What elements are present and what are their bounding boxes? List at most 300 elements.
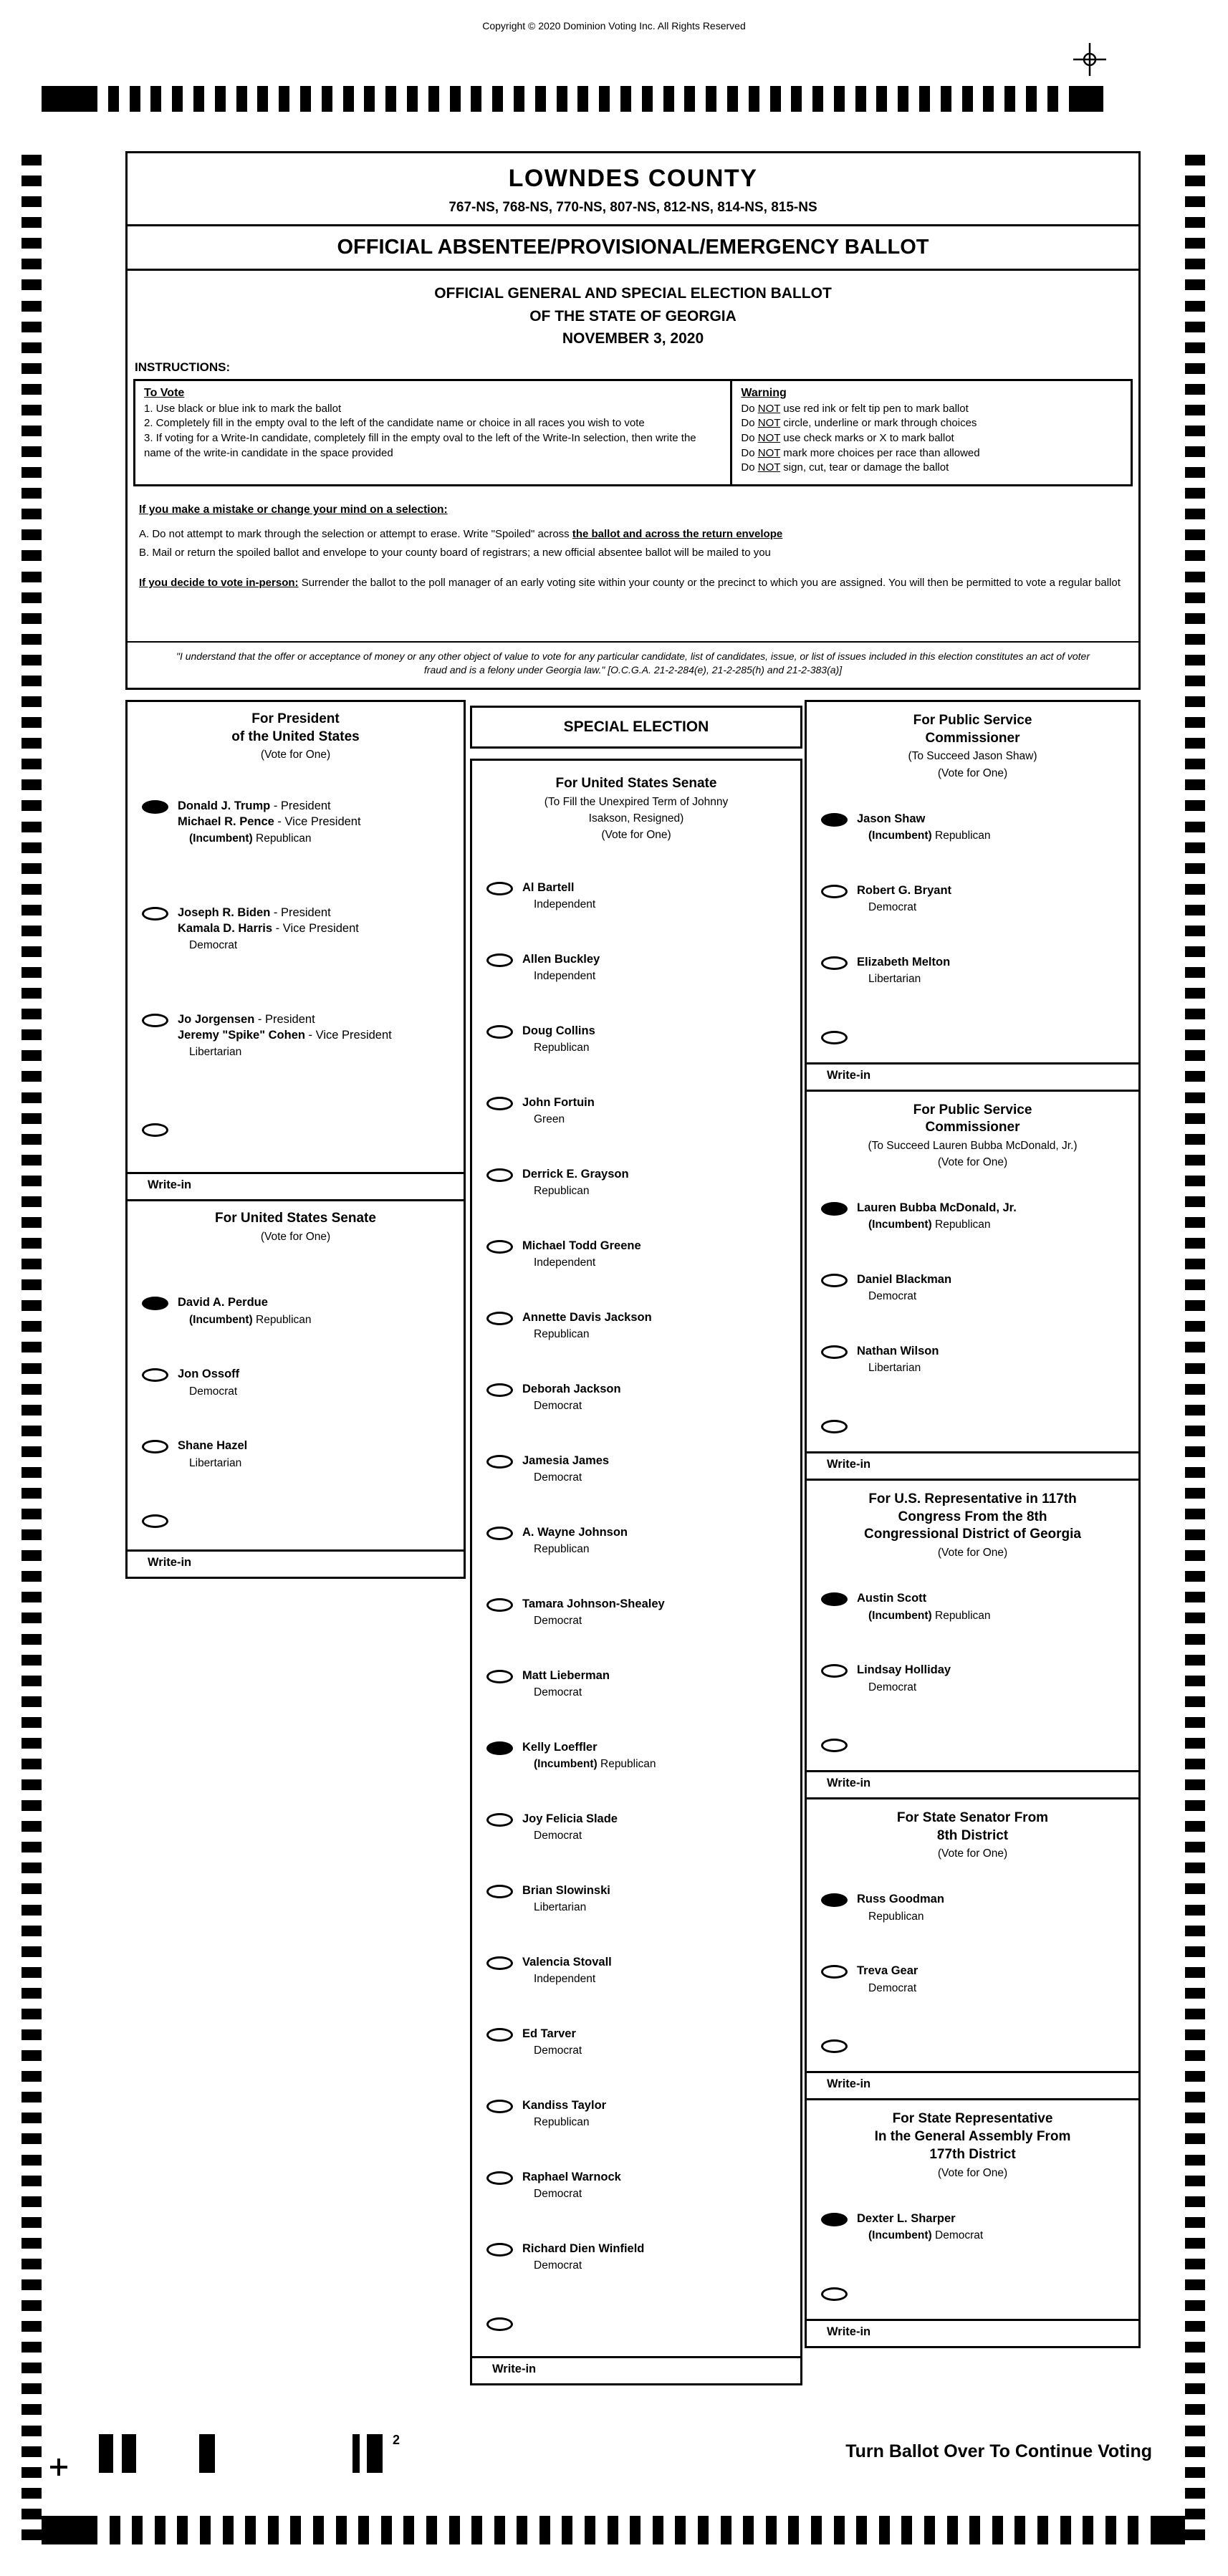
- candidate-name: [522, 1525, 628, 1540]
- timing-mark: [21, 779, 42, 790]
- contest-header: [472, 761, 800, 842]
- contest-title: of the United States: [231, 729, 360, 744]
- timing-mark: [642, 86, 653, 112]
- timing-mark: [1185, 1196, 1205, 1207]
- write-in-label: Write-in: [148, 1556, 192, 1570]
- candidate-name: [857, 883, 951, 898]
- candidate-party: [857, 1982, 918, 1995]
- contest-state-senator-8: [805, 1797, 1141, 2100]
- empty-oval[interactable]: [486, 1455, 513, 1469]
- timing-mark: [21, 2071, 42, 2082]
- timing-mark: [969, 2516, 980, 2544]
- timing-mark: [21, 572, 42, 582]
- election-title-line2: OF THE STATE OF GEORGIA: [529, 307, 737, 325]
- contest-us-senate-special: [470, 759, 802, 2385]
- candidate-text: [522, 1453, 609, 1484]
- empty-oval[interactable]: [486, 1025, 513, 1039]
- candidate-party: [522, 1328, 652, 1341]
- timing-mark: [21, 1029, 42, 1040]
- write-in-oval-row: [128, 1119, 464, 1172]
- empty-oval[interactable]: [486, 2317, 513, 2331]
- timing-mark: [1185, 488, 1205, 499]
- empty-oval[interactable]: [821, 2287, 848, 2301]
- filled-oval[interactable]: [142, 1297, 168, 1310]
- timing-marks-right: [1185, 155, 1205, 2540]
- candidate-party: [522, 1901, 610, 1914]
- timing-mark: [788, 2516, 799, 2544]
- timing-mark: [535, 86, 546, 112]
- timing-mark: [1185, 2196, 1205, 2207]
- timing-mark: [21, 1800, 42, 1811]
- empty-oval[interactable]: [142, 1123, 168, 1137]
- timing-mark: [21, 1134, 42, 1145]
- incumbent-label: (Incumbent): [189, 1313, 256, 1326]
- timing-mark: [1185, 800, 1205, 811]
- timing-mark: [1037, 2516, 1048, 2544]
- text-segment: B. Mail or return the spoiled ballot and envelope to your county board of registrars; a new official absentee ballot will be mailed to you: [139, 546, 771, 559]
- text-segment: NOT: [757, 402, 781, 415]
- empty-oval[interactable]: [142, 1514, 168, 1528]
- candidate-party: [178, 1314, 312, 1327]
- text-segment: use red ink or felt tip pen to mark ballot: [780, 402, 969, 415]
- contest-title: For State Representative: [892, 2111, 1053, 2127]
- candidate-text: [522, 2241, 644, 2272]
- candidate-text: [522, 1310, 652, 1341]
- candidate-party: [522, 2188, 621, 2201]
- timing-mark: [1185, 1467, 1205, 1478]
- party-name: Democrat: [935, 2229, 984, 2241]
- empty-oval[interactable]: [486, 1168, 513, 1182]
- party-name: Democrat: [868, 1981, 917, 1994]
- filled-oval[interactable]: [821, 813, 848, 827]
- incumbent-label: (Incumbent): [868, 829, 935, 842]
- timing-mark: [1185, 1050, 1205, 1061]
- empty-oval[interactable]: [486, 1240, 513, 1254]
- timing-mark: [1185, 2300, 1205, 2311]
- timing-mark: [21, 2404, 42, 2415]
- timing-mark: [992, 2516, 1003, 2544]
- timing-mark: [791, 86, 802, 112]
- timing-mark: [449, 2516, 460, 2544]
- candidate-party: [522, 1042, 595, 1054]
- timing-mark: [1185, 2176, 1205, 2186]
- candidate-text: [522, 2027, 582, 2057]
- empty-oval[interactable]: [821, 1739, 848, 1752]
- candidate-party: [522, 1185, 629, 1198]
- candidate-row: [128, 1295, 464, 1367]
- empty-oval[interactable]: [142, 1440, 168, 1453]
- timing-mark: [983, 86, 994, 112]
- timing-mark: [290, 2516, 301, 2544]
- text-segment: If you decide to vote in-person:: [139, 576, 299, 589]
- empty-oval[interactable]: [486, 1312, 513, 1325]
- timing-mark: [1185, 1384, 1205, 1395]
- candidate-name-text: Raphael Warnock: [522, 2170, 621, 2183]
- timing-mark: [21, 696, 42, 707]
- candidate-name-text: Kandiss Taylor: [522, 2098, 607, 2112]
- candidate-row: [807, 1344, 1138, 1416]
- empty-oval[interactable]: [486, 882, 513, 895]
- party-name: Democrat: [868, 1290, 917, 1303]
- candidate-text: [857, 2211, 983, 2242]
- candidate-name: [178, 1295, 312, 1310]
- candidate-name-text: Joy Felicia Slade: [522, 1812, 618, 1825]
- candidate-party: [857, 901, 951, 914]
- timing-mark: [876, 86, 887, 112]
- timing-mark: [21, 259, 42, 269]
- timing-mark: [1185, 1426, 1205, 1436]
- candidate-name: [522, 2170, 621, 2185]
- candidate-party: [857, 1362, 939, 1375]
- timing-mark: [1185, 1717, 1205, 1728]
- filled-oval[interactable]: [821, 1202, 848, 1216]
- timing-mark: [42, 86, 97, 112]
- empty-oval[interactable]: [486, 2171, 513, 2185]
- timing-mark: [21, 1842, 42, 1852]
- empty-oval[interactable]: [821, 1664, 848, 1678]
- timing-mark: [21, 800, 42, 811]
- timing-mark: [879, 2516, 890, 2544]
- candidate-name-text: Richard Dien Winfield: [522, 2241, 645, 2255]
- candidate-row: [472, 2098, 800, 2170]
- empty-oval[interactable]: [486, 2028, 513, 2042]
- empty-oval[interactable]: [486, 1956, 513, 1970]
- timing-mark: [21, 2238, 42, 2249]
- candidate-text: [178, 1438, 247, 1469]
- candidate-text: [522, 1239, 641, 1269]
- footer-barcode-mark: [367, 2434, 383, 2473]
- contest-us-senate: [125, 1199, 466, 1579]
- timing-mark: [21, 1446, 42, 1457]
- candidate-name-text: Austin Scott: [857, 1592, 927, 1605]
- candidate-name: [522, 1382, 621, 1397]
- timing-mark: [21, 384, 42, 395]
- footer-barcode-mark: [99, 2434, 113, 2473]
- timing-mark: [21, 2488, 42, 2499]
- timing-mark: [21, 822, 42, 832]
- incumbent-label: (Incumbent): [868, 1219, 935, 1231]
- timing-mark: [1185, 529, 1205, 540]
- party-name: Republican: [534, 1185, 590, 1198]
- empty-oval[interactable]: [142, 907, 168, 921]
- timing-mark: [1185, 1926, 1205, 1936]
- timing-mark: [1185, 1863, 1205, 1873]
- special-election-header: SPECIAL ELECTION: [470, 706, 802, 749]
- county-title: LOWNDES COUNTY: [508, 165, 758, 192]
- incumbent-label: (Incumbent): [868, 2229, 935, 2241]
- filled-oval[interactable]: [142, 800, 168, 814]
- candidate-party: [857, 973, 950, 986]
- timing-mark: [1014, 2516, 1025, 2544]
- timing-mark: [21, 1509, 42, 1519]
- timing-mark: [21, 322, 42, 332]
- filled-oval[interactable]: [486, 1741, 513, 1755]
- candidate-role: - Vice President: [274, 814, 361, 828]
- text-segment: Do: [741, 461, 758, 474]
- candidate-row: [472, 1883, 800, 1955]
- party-name: Democrat: [534, 1686, 582, 1699]
- empty-oval[interactable]: [821, 1345, 848, 1359]
- contest-state-rep-177: [805, 2098, 1141, 2347]
- candidate-row: [807, 1201, 1138, 1272]
- timing-mark: [21, 1988, 42, 1999]
- candidate-role: - President: [270, 799, 331, 813]
- candidate-name-text: Allen Buckley: [522, 952, 600, 966]
- candidate-row: [807, 1892, 1138, 1964]
- timing-mark: [21, 2259, 42, 2269]
- turn-over-instruction: Turn Ballot Over To Continue Voting: [845, 2441, 1152, 2461]
- timing-mark: [1069, 86, 1103, 112]
- candidate-row: [128, 1367, 464, 1438]
- candidate-name-text: Matt Lieberman: [522, 1668, 610, 1682]
- timing-mark: [1185, 2342, 1205, 2352]
- timing-mark: [1185, 988, 1205, 999]
- empty-oval[interactable]: [142, 1014, 168, 1027]
- empty-oval[interactable]: [821, 1420, 848, 1433]
- candidate-row: [472, 1382, 800, 1453]
- timing-mark: [698, 2516, 709, 2544]
- candidate-text: [522, 880, 595, 911]
- contest-title: For United States Senate: [215, 1211, 376, 1226]
- party-name: Libertarian: [534, 1901, 587, 1914]
- candidate-name-text: Daniel Blackman: [857, 1273, 952, 1287]
- empty-oval[interactable]: [486, 953, 513, 967]
- contest-title: In the General Assembly From: [874, 2129, 1071, 2145]
- timing-mark: [1185, 2009, 1205, 2019]
- party-name: Democrat: [534, 1471, 582, 1484]
- contest-title: Congress From the 8th: [898, 1509, 1047, 1524]
- empty-oval[interactable]: [821, 1274, 848, 1287]
- empty-oval[interactable]: [486, 1383, 513, 1397]
- timing-mark: [514, 86, 524, 112]
- timing-mark: [1185, 1550, 1205, 1561]
- candidate-party: [522, 1113, 595, 1126]
- contest-title: For U.S. Representative in 117th: [868, 1491, 1077, 1507]
- party-name: Democrat: [534, 2259, 582, 2272]
- timing-mark: [743, 2516, 754, 2544]
- timing-mark: [21, 2133, 42, 2144]
- ballot-column-1: [125, 700, 466, 1577]
- timing-mark: [21, 1592, 42, 1602]
- warning-instruction: [741, 416, 1122, 431]
- timing-mark: [901, 2516, 912, 2544]
- timing-mark: [1185, 279, 1205, 290]
- candidate-name-text: Al Bartell: [522, 880, 575, 894]
- timing-mark: [1185, 2155, 1205, 2166]
- timing-mark: [924, 2516, 935, 2544]
- candidate-party: [522, 1973, 612, 1986]
- candidate-name-text: Michael Todd Greene: [522, 1239, 641, 1252]
- empty-oval[interactable]: [486, 1670, 513, 1683]
- timing-mark: [1185, 2529, 1205, 2540]
- timing-mark: [21, 759, 42, 769]
- candidate-name-text: Joseph R. Biden: [178, 906, 271, 920]
- to-vote-cell: [135, 381, 732, 484]
- candidate-name-text: Deborah Jackson: [522, 1382, 621, 1395]
- candidate-text: [522, 1668, 610, 1699]
- filled-oval[interactable]: [821, 2213, 848, 2226]
- timing-mark: [1185, 2383, 1205, 2394]
- timing-mark: [21, 279, 42, 290]
- timing-mark: [1185, 1217, 1205, 1228]
- timing-mark: [1185, 2238, 1205, 2249]
- candidate-party: [522, 1615, 665, 1628]
- write-in-oval-row: [807, 1734, 1138, 1770]
- empty-oval[interactable]: [486, 1527, 513, 1540]
- timing-mark: [663, 86, 674, 112]
- timing-mark: [21, 613, 42, 624]
- party-name: Republican: [256, 832, 312, 845]
- timing-mark: [42, 2516, 97, 2544]
- party-name: Democrat: [534, 1400, 582, 1413]
- instructions-table: [133, 379, 1133, 486]
- write-in-oval-row: [807, 2035, 1138, 2071]
- timing-mark: [150, 86, 161, 112]
- timing-mark: [21, 946, 42, 957]
- empty-oval[interactable]: [821, 885, 848, 898]
- timing-mark: [21, 1426, 42, 1436]
- timing-mark: [1185, 1571, 1205, 1582]
- vote-for-instruction: (Vote for One): [260, 1231, 331, 1244]
- candidate-text: [857, 955, 950, 986]
- candidate-party: [522, 1830, 618, 1842]
- candidate-row: [472, 1740, 800, 1812]
- candidate-text: [522, 1955, 612, 1986]
- party-name: Democrat: [534, 2044, 582, 2057]
- empty-oval[interactable]: [486, 1885, 513, 1898]
- party-name: Libertarian: [189, 1046, 242, 1059]
- timing-mark: [1185, 676, 1205, 686]
- empty-oval[interactable]: [486, 1813, 513, 1827]
- candidate-name: [522, 880, 595, 895]
- timing-mark: [1185, 446, 1205, 457]
- timing-mark: [1185, 1946, 1205, 1957]
- timing-mark: [21, 717, 42, 728]
- contest-president: [125, 700, 466, 1201]
- empty-oval[interactable]: [821, 2039, 848, 2053]
- timing-mark: [21, 405, 42, 415]
- timing-mark: [21, 529, 42, 540]
- candidate-row: [807, 1272, 1138, 1344]
- in-person-instructions: [128, 567, 1138, 600]
- candidate-row: [807, 1964, 1138, 2035]
- timing-mark: [21, 863, 42, 874]
- candidate-party: [857, 1681, 951, 1694]
- vote-for-instruction: (Vote for One): [937, 1847, 1008, 1860]
- text-segment: sign, cut, tear or damage the ballot: [780, 461, 949, 474]
- timing-mark: [21, 1259, 42, 1269]
- empty-oval[interactable]: [821, 1965, 848, 1979]
- candidate-name-text: Tamara Johnson-Shealey: [522, 1597, 665, 1610]
- contest-title: 177th District: [929, 2146, 1016, 2162]
- contest-header: [807, 1799, 1138, 1860]
- mistake-heading: If you make a mistake or change your mind on a selection:: [139, 503, 448, 516]
- timing-mark: [21, 2383, 42, 2394]
- candidate-party: [522, 2116, 606, 2129]
- timing-mark: [21, 1405, 42, 1416]
- candidate-row: [472, 2241, 800, 2313]
- timing-mark: [770, 86, 781, 112]
- timing-mark: [1185, 822, 1205, 832]
- candidate-name-text: Kelly Loeffler: [522, 1740, 598, 1754]
- contest-subtitle: (To Succeed Lauren Bubba McDonald, Jr.): [868, 1139, 1078, 1152]
- timing-mark: [21, 2009, 42, 2019]
- contest-header: [128, 1201, 464, 1244]
- timing-mark: [21, 1384, 42, 1395]
- candidate-party: [522, 1400, 621, 1413]
- timing-mark: [223, 2516, 234, 2544]
- party-name: Republican: [256, 1313, 312, 1326]
- empty-oval[interactable]: [142, 1368, 168, 1382]
- timing-mark: [1185, 155, 1205, 165]
- timing-mark: [1185, 1655, 1205, 1666]
- timing-mark: [21, 1550, 42, 1561]
- timing-mark: [21, 1717, 42, 1728]
- party-name: Democrat: [534, 1830, 582, 1842]
- timing-mark: [21, 2279, 42, 2290]
- registration-crosshair-icon: [1072, 42, 1108, 77]
- timing-mark: [245, 2516, 256, 2544]
- candidate-name: [522, 1740, 656, 1755]
- timing-mark: [21, 1696, 42, 1707]
- empty-oval[interactable]: [486, 1598, 513, 1612]
- timing-mark: [1185, 592, 1205, 603]
- filled-oval[interactable]: [821, 1592, 848, 1606]
- warning-instruction: [741, 402, 1122, 417]
- timing-mark: [562, 2516, 572, 2544]
- incumbent-label: (Incumbent): [189, 832, 256, 845]
- write-in-label: Write-in: [148, 1178, 192, 1192]
- timing-mark: [1185, 738, 1205, 749]
- timing-mark: [492, 86, 503, 112]
- text-segment: circle, underline or mark through choices: [780, 417, 977, 430]
- timing-mark: [919, 86, 930, 112]
- candidate-name: [522, 1597, 665, 1612]
- candidate-role: - President: [254, 1013, 315, 1027]
- election-title-line1: OFFICIAL GENERAL AND SPECIAL ELECTION BALLOT: [434, 285, 832, 302]
- incumbent-label: (Incumbent): [534, 1758, 600, 1771]
- empty-oval[interactable]: [821, 956, 848, 970]
- party-name: Democrat: [534, 1615, 582, 1628]
- timing-mark: [706, 86, 716, 112]
- contest-header: [128, 702, 464, 761]
- candidate-name: [178, 921, 359, 936]
- timing-mark: [21, 1529, 42, 1540]
- to-vote-instruction: 1. Use black or blue ink to mark the ballot: [144, 402, 342, 415]
- timing-mark: [21, 196, 42, 207]
- empty-oval[interactable]: [486, 2243, 513, 2257]
- timing-mark: [577, 86, 588, 112]
- candidate-name: [522, 1668, 610, 1683]
- empty-oval[interactable]: [486, 1097, 513, 1110]
- filled-oval[interactable]: [821, 1893, 848, 1907]
- vote-for-instruction: (Vote for One): [260, 749, 331, 761]
- timing-mark: [21, 1196, 42, 1207]
- timing-mark: [675, 2516, 686, 2544]
- timing-mark: [684, 86, 695, 112]
- candidate-party: [857, 1290, 951, 1303]
- party-name: Libertarian: [868, 1362, 921, 1375]
- candidate-name: [178, 1012, 392, 1027]
- empty-oval[interactable]: [486, 2100, 513, 2113]
- party-name: Republican: [935, 829, 991, 842]
- candidate-row: [472, 952, 800, 1024]
- party-name: Republican: [534, 1042, 590, 1054]
- timing-mark: [1185, 2426, 1205, 2436]
- empty-oval[interactable]: [821, 1031, 848, 1044]
- candidate-name-text: Kamala D. Harris: [178, 921, 273, 935]
- timing-mark: [620, 86, 631, 112]
